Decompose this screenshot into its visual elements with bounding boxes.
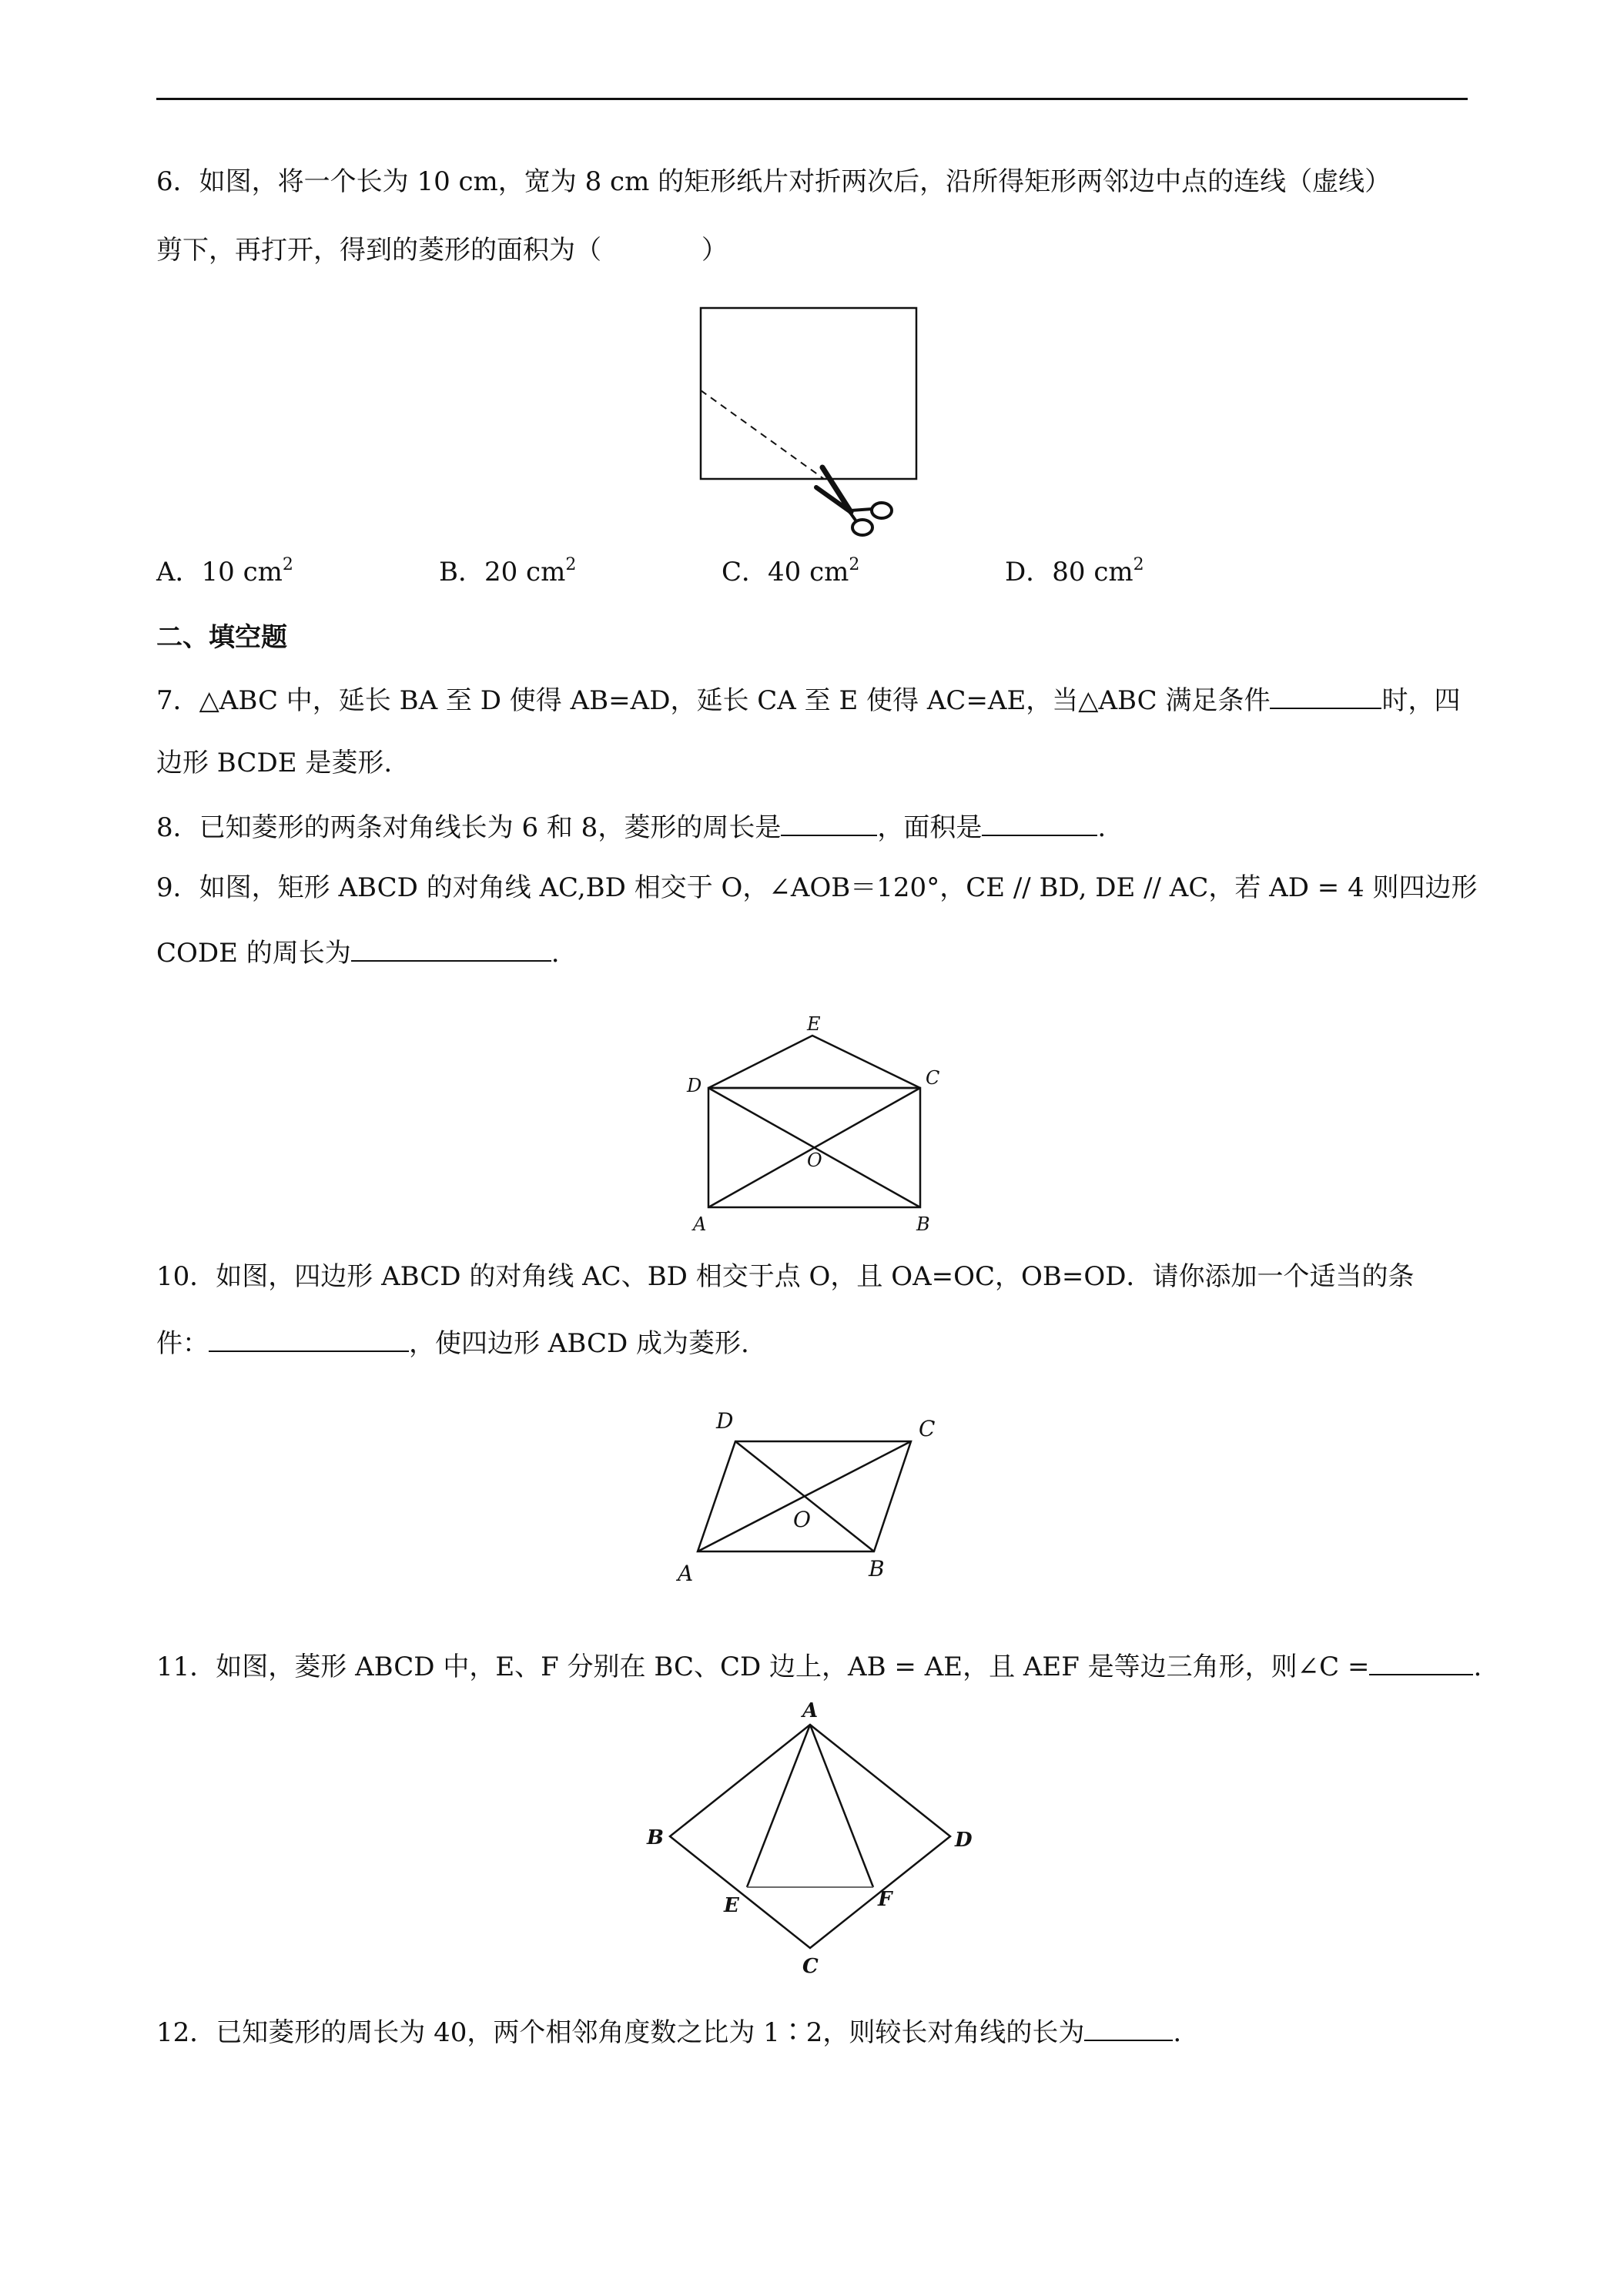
q8-line: [156, 808, 1106, 845]
q6-line1: 6．如图，将一个长为 10 cm，宽为 8 cm 的矩形纸片对折两次后，沿所得矩形两邻边中点的连线（虚线）: [156, 166, 1391, 197]
q6-figure-rectangle-scissors: [685, 304, 932, 539]
q10-figure-parallelogram: [662, 1397, 963, 1590]
q7-line1-text: 7．△ABC 中，延长 BA 至 D 使得 AB=AD，延长 CA 至 E 使得 AC=AE，当△ABC 满足条件: [156, 685, 1271, 716]
q10-blank: [209, 1324, 409, 1352]
q11-figure-rhombus: [647, 1694, 978, 1979]
q7-line1: [156, 681, 1460, 718]
header-rule: [156, 98, 1468, 100]
q9-line1: 9．如图，矩形 ABCD 的对角线 AC,BD 相交于 O，∠AOB＝120°，CE // BD, DE // AC，若 AD = 4 则四边形: [156, 872, 1478, 903]
q8-text-c: .: [1097, 812, 1107, 843]
q12-text-end: .: [1173, 2017, 1182, 2048]
q6-option-b: [439, 554, 576, 590]
q11-text: 11．如图，菱形 ABCD 中，E、F 分别在 BC、CD 边上，AB = AE，且 AEF 是等边三角形，则∠C =: [156, 1652, 1370, 1682]
q6-option-c-label: C．40 cm: [722, 557, 849, 587]
q12-text: 12．已知菱形的周长为 40，两个相邻角度数之比为 1∶2，则较长对角线的长为: [156, 2017, 1085, 2048]
q11-label-d: D: [955, 1829, 973, 1852]
q6-option-c-sup: 2: [849, 555, 860, 574]
q11-label-f: F: [878, 1888, 892, 1911]
q10-label-b: B: [869, 1556, 885, 1581]
q11-label-c: C: [802, 1955, 819, 1978]
q12-blank: [1084, 2013, 1173, 2041]
q9-line2-end: .: [551, 938, 560, 969]
q9-line2-text: CODE 的周长为: [156, 938, 351, 969]
q9-label-d: D: [687, 1075, 702, 1096]
q10-line2-tail: ，使四边形 ABCD 成为菱形.: [409, 1328, 749, 1359]
q8-blank-perimeter: [781, 808, 877, 836]
q8-text-b: ，面积是: [877, 812, 983, 843]
q6-option-b-label: B．20 cm: [439, 557, 566, 587]
q9-label-e: E: [807, 1013, 821, 1035]
section-title: 二、填空题: [156, 622, 287, 653]
q6-line2-text: 剪下，再打开，得到的菱形的面积为（: [156, 235, 601, 266]
q11-label-a: A: [802, 1699, 819, 1722]
q9-line2: [156, 934, 560, 971]
q12-line: [156, 2013, 1181, 2050]
q6-option-a: [156, 554, 293, 590]
q11-label-b: B: [647, 1826, 664, 1849]
q10-label-d: D: [716, 1408, 734, 1434]
q6-option-a-sup: 2: [282, 555, 293, 574]
q11-blank: [1369, 1648, 1473, 1675]
q6-option-d-sup: 2: [1133, 555, 1144, 574]
q10-label-a: A: [678, 1561, 694, 1586]
q9-label-b: B: [916, 1213, 930, 1235]
q6-option-c: [722, 554, 859, 590]
q10-line2-text: 件：: [156, 1328, 209, 1359]
q9-blank: [351, 934, 551, 962]
q7-line1-tail: 时，四: [1381, 685, 1461, 716]
q8-blank-area: [982, 808, 1097, 836]
q6-line2: [156, 233, 728, 268]
q8-text-a: 8．已知菱形的两条对角线长为 6 和 8，菱形的周长是: [156, 812, 782, 843]
q6-option-d-label: D．80 cm: [1005, 557, 1133, 587]
q10-line2: [156, 1324, 749, 1361]
q7-blank: [1270, 681, 1381, 709]
q6-option-b-sup: 2: [565, 555, 577, 574]
q10-line1: 10．如图，四边形 ABCD 的对角线 AC、BD 相交于点 O，且 OA=OC，OB=OD．请你添加一个适当的条: [156, 1261, 1415, 1292]
q9-label-o: O: [807, 1150, 822, 1171]
q9-label-c: C: [926, 1067, 940, 1089]
q11-line: [156, 1648, 1482, 1685]
q11-text-end: .: [1473, 1652, 1482, 1682]
q11-label-e: E: [724, 1894, 739, 1917]
q6-option-d: [1005, 554, 1144, 590]
scissors-icon: [816, 467, 892, 535]
q6-option-a-label: A．10 cm: [156, 557, 283, 587]
q9-label-a: A: [693, 1213, 707, 1235]
q10-label-o: O: [793, 1507, 811, 1532]
q7-line2: 边形 BCDE 是菱形.: [156, 748, 393, 778]
q9-figure-rectangle: [678, 1001, 955, 1240]
q6-line2-end: ）: [702, 235, 728, 266]
q10-label-c: C: [919, 1416, 936, 1441]
